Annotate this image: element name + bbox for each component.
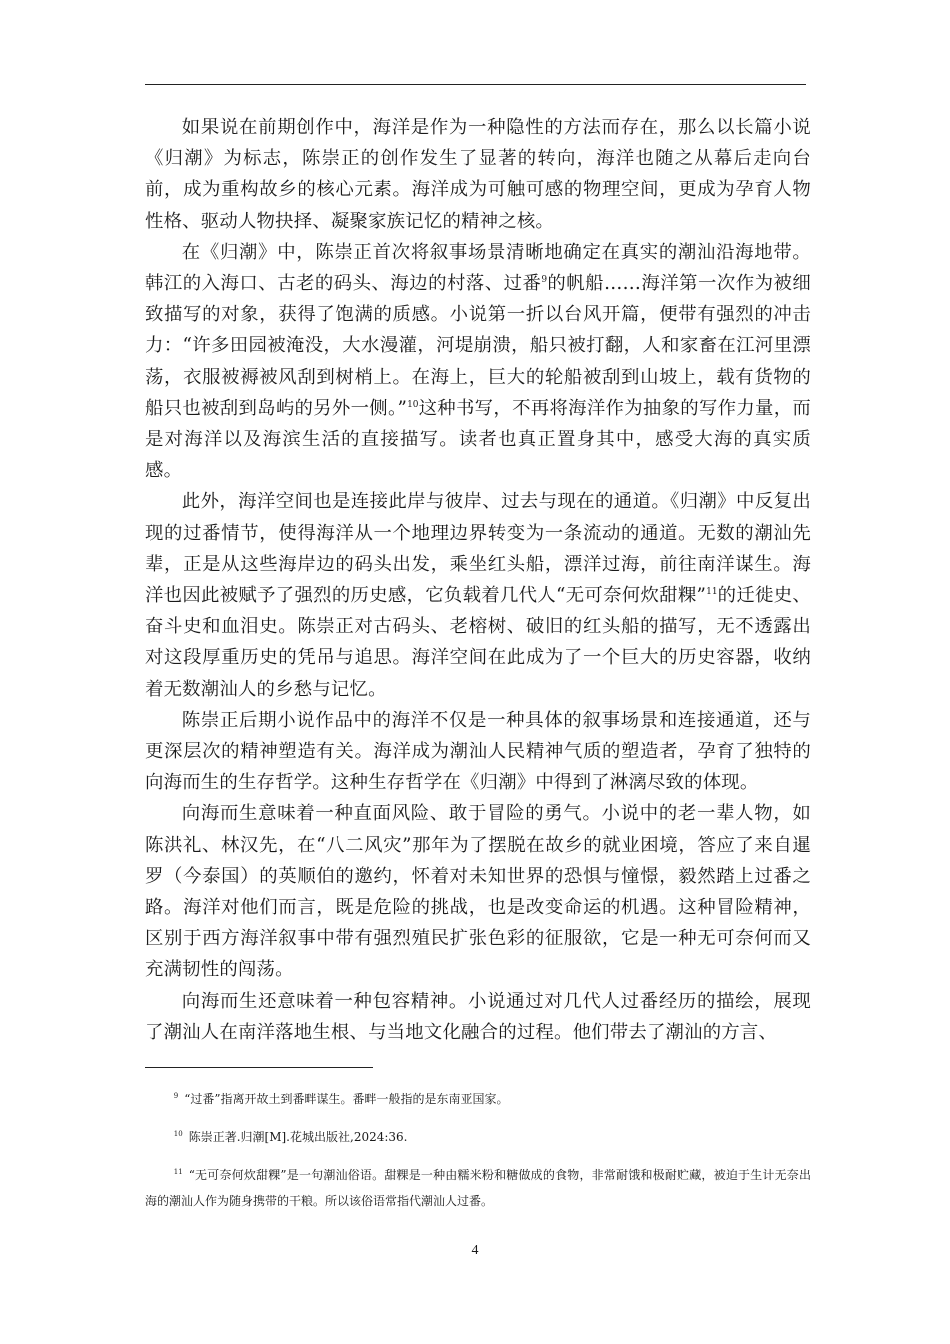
footnote-ref[interactable]: 9 bbox=[541, 275, 548, 286]
page-number: 4 bbox=[471, 1243, 479, 1258]
footnote-text: “无可奈何炊甜粿”是一句潮汕俗语。甜粿是一种由糯米粉和糖做成的食物，非常耐饿和极耐贮藏，被迫于生计无奈出海的潮汕人作为随身携带的干粮。所以该俗语常指代潮汕人过番。 bbox=[145, 1168, 811, 1208]
footnote-number: 9 bbox=[173, 1092, 179, 1100]
footnote-item bbox=[145, 1162, 811, 1214]
text-run: 此外，海洋空间也是连接此岸与彼岸、过去与现在的通道。《归潮》中反复出现的过番情节，使得海洋从一个地理边界转变为一条流动的通道。无数的潮汕先辈，正是从这些海岸边的码头出发，乘坐红头船，漂洋过海，前往南洋谋生。海洋也因此被赋予了强烈的历史感，它负载着几代人“无可奈何炊甜粿” bbox=[145, 491, 811, 607]
footnote-separator bbox=[145, 1067, 373, 1068]
footnote-ref[interactable]: 11 bbox=[706, 587, 718, 598]
footnote-text: 陈崇正著.归潮[M].花城出版社,2024:36. bbox=[188, 1130, 408, 1144]
header-rule bbox=[145, 84, 806, 85]
text-run: 的帆船……海洋第一次作为被细致描写的对象，获得了饱满的质感。小说第一折以台风开篇，便带有强烈的冲击力：“许多田园被淹没，大水漫灌，河堤崩溃，船只被打翻，人和家畜在江河里漂荡，衣服被褥被风刮到树梢上。在海上，巨大的轮船被刮到山坡上，载有货物的船只也被刮到岛屿的另外一侧。” bbox=[145, 273, 811, 419]
paragraph bbox=[145, 486, 811, 704]
paragraph: 向海而生还意味着一种包容精神。小说通过对几代人过番经历的描绘，展现了潮汕人在南洋落地生根、与当地文化融合的过程。他们带去了潮汕的方言、 bbox=[145, 990, 811, 1043]
footnote-number: 11 bbox=[173, 1168, 183, 1176]
text-run: 的迁徙史、奋斗史和血泪史。陈崇正对古码头、老榕树、破旧的红头船的描写，无不透露出对这段厚重历史的凭吊与追思。海洋空间在此成为了一个巨大的历史容器，收纳着无数潮汕人的乡愁与记忆。 bbox=[145, 585, 811, 700]
footnote-item bbox=[145, 1086, 811, 1112]
footnotes bbox=[145, 1086, 811, 1226]
text-run: 在《归潮》中，陈崇正首次将叙事场景清晰地确定在真实的潮汕沿海地带。韩江的入海口、古老的码头、海边的村落、过番 bbox=[145, 241, 811, 295]
paragraph: 如果说在前期创作中，海洋是作为一种隐性的方法而存在，那么以长篇小说《归潮》为标志，陈崇正的创作发生了显著的转向，海洋也随之从幕后走向台前，成为重构故乡的核心元素。海洋成为可触可感的物理空间，更成为孕育人物性格、驱动人物抉择、凝聚家族记忆的精神之核。 bbox=[145, 117, 811, 232]
paragraph: 陈崇正后期小说作品中的海洋不仅是一种具体的叙事场景和连接通道，还与更深层次的精神塑造有关。海洋成为潮汕人民精神气质的塑造者，孕育了独特的向海而生的生存哲学。这种生存哲学在《归潮》中得到了淋漓尽致的体现。 bbox=[145, 709, 811, 794]
text-run: 这种书写，不再将海洋作为抽象的写作力量，而是对海洋以及海滨生活的直接描写。读者也真正置身其中，感受大海的真实质感。 bbox=[145, 397, 812, 482]
paragraph bbox=[145, 237, 811, 487]
body-text bbox=[145, 112, 811, 1048]
footnote-text: “过番”指离开故土到番畔谋生。番畔一般指的是东南亚国家。 bbox=[184, 1092, 509, 1106]
footnote-ref[interactable]: 10 bbox=[407, 399, 419, 410]
footnote-number: 10 bbox=[173, 1130, 183, 1138]
footnote-item bbox=[145, 1124, 811, 1150]
paragraph: 向海而生意味着一种直面风险、敢于冒险的勇气。小说中的老一辈人物，如陈洪礼、林汉先，在“八二风灾”那年为了摆脱在故乡的就业困境，答应了来自暹罗（今泰国）的英顺伯的邀约，怀着对未知世界的恐惧与憧憬，毅然踏上过番之路。海洋对他们而言，既是危险的挑战，也是改变命运的机遇。这种冒险精神，区别于西方海洋叙事中带有强烈殖民扩张色彩的征服欲，它是一种无可奈何而又充满韧性的闯荡。 bbox=[145, 803, 811, 981]
